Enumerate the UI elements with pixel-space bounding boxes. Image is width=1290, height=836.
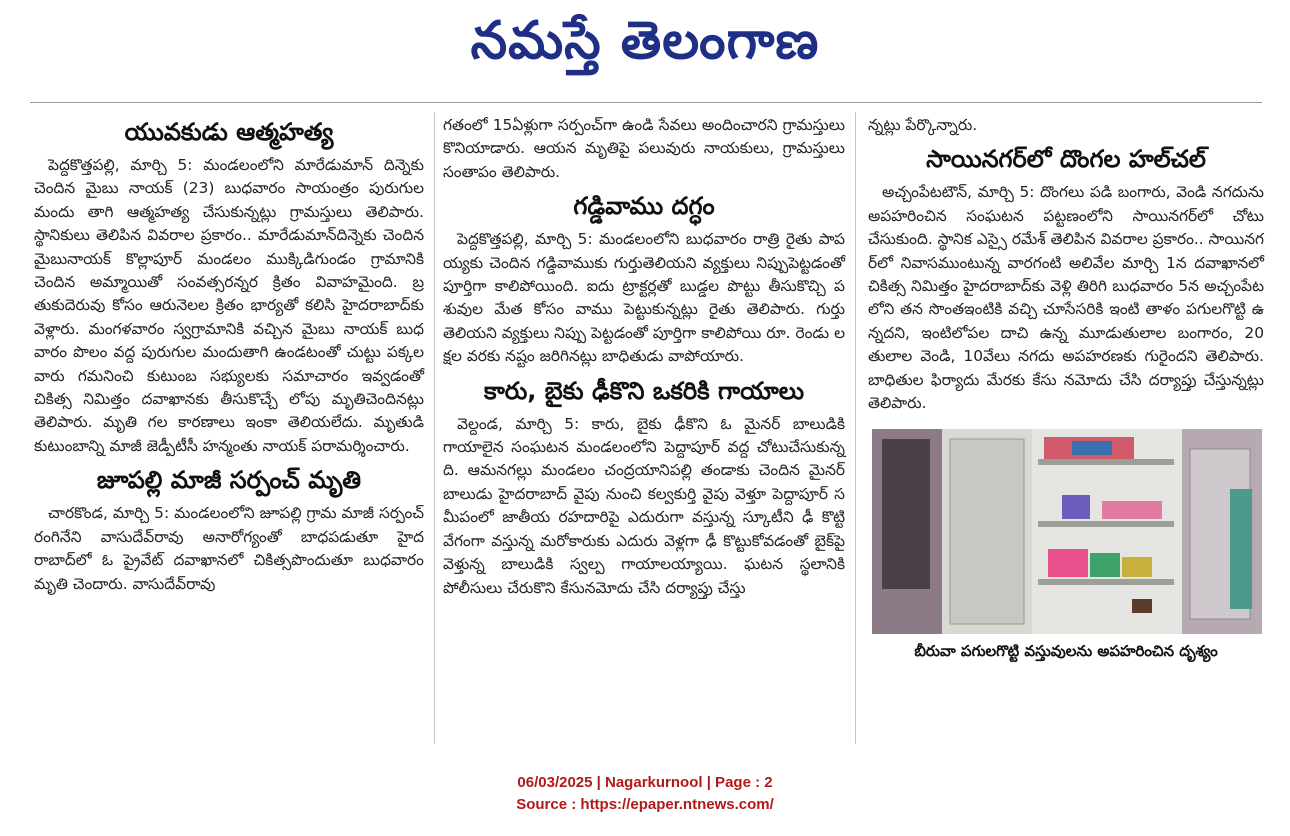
masthead-title: నమస్తే తెలంగాణ (470, 11, 820, 71)
footer-source-line: Source : https://epaper.ntnews.com/ (516, 796, 774, 813)
article-theft-sainagar: అచ్చంపేటటౌన్, మార్చి 5: దొంగలు పడి బంగారు, వెండి నగదును అపహరించిన సంఘటన పట్టణంలోని సాయినగర్‌లో చోటు చేసుకుంది. స్థానిక ఎస్సై రమేశ్ తెలిపిన వివరాల ప్రకారం.. సాయినగర్‌లో నివాసముంటున్న వారగంటి అలివేల మార్చి 1న దవాఖానలో చికిత్స నిమిత్తం హైదరాబాద్‌కు వెళ్లి తిరిగి బుధవారం 5న అచ్చంపేటలోని తన సొంతఇంటికి వచ్చి చూసేసరికి ఇంటి తాళం పగులగొట్టి ఉన్నదని, ఇంటిలోపల దాచి ఉన్న మూడుతులాల బంగారం, 20తులాల వెండి, 10వేలు నగదు అపహరణకు గురైందని తెలిపారు. బాధితుల ఫిర్యాదు మేరకు కేసు నమోదు చేసి దర్యాప్తు చేస్తున్నట్లు తెలిపారు. (868, 183, 1264, 413)
masthead (0, 6, 1290, 76)
headline-car-bike-collision: కారు, బైకు ఢీకొని ఒకరికి గాయాలు (483, 376, 805, 405)
masthead-rule (30, 102, 1262, 103)
article-car-bike-collision: వెల్దండ, మార్చి 5: కారు, బైకు ఢీకొని ఓ మైనర్ బాలుడికి గాయాలైన సంఘటన మండలంలోని పెద్దాపూర్ వద్ద చోటుచేసుకున్నది. ఆమనగల్లు మండలం చంద్రయానిపల్లి తండాకు చెందిన మైనర్ బాలుడు హైదరాబాద్ వైపు నుంచి కల్వకుర్తి వైపు వెళ్తూ పెద్దాపూర్ సమీపంలో జాతీయ రహదారిపై ఎదురుగా వస్తున్న స్కూటీని ఢీ కొట్టి వేగంగా వస్తున్న మరోకారుకు ఎదురు వెళ్లగా ఢీ కొట్టుకోవడంతో బైక్‌పై వెళ్తున్న బాలుడికి స్వల్ప గాయాలయ్యాయి. ఘటన స్థలానికి పోలీసులు చేరుకొని కేసునమోదు చేసి దర్యాప్తు చేస్తు (443, 414, 845, 597)
column-3 (868, 114, 1264, 662)
column-2 (443, 114, 845, 606)
photo-caption: బీరువా పగులగొట్టి వస్తువులను అపహరించిన దృశ్యం (914, 642, 1218, 661)
headline-youth-suicide: యువకుడు ఆత్మహత్య (124, 118, 334, 146)
headline-theft-sainagar: సాయినగర్‌లో దొంగల హల్‌చల్ (926, 145, 1206, 174)
news-photo (872, 429, 1262, 634)
article-haystack-fire: పెద్దకొత్తపల్లి, మార్చి 5: మండలంలోని బుధవారం రాత్రి రైతు పాపయ్యకు చెందిన గడ్డివాముకు గుర్తుతెలియని వ్యక్తులు నిప్పుపెట్టడంతో పూర్తిగా కాలిపోయింది. ఐదు ట్రాక్టర్లతో బుడ్డల పొట్టు తీసుకొచ్చి పశువుల మేత కోసం వాము పెట్టుకున్నట్లు రైతు తెలిపారు. గుర్తు తెలియని వ్యక్తులు నిప్పు పెట్టడంతో పూర్తిగా కాలిపోయి రూ. రెండు లక్షల వరకు నష్టం జరిగినట్లు బాధితుడు వాపోయారు. (443, 230, 845, 366)
article-youth-suicide: పెద్దకొత్తపల్లి, మార్చి 5: మండలంలోని మారేడుమాన్ దిన్నెకు చెందిన మైబు నాయక్ (23) బుధవారం సాయంత్రం పురుగుల మందు తాగి ఆత్మహత్య చేసుకున్నట్లు గ్రామస్తులు తెలిపారు. స్థానికులు తెలిపిన వివరాల ప్రకారం.. మారేడుమాన్‌దిన్నెకు చెందిన మైబునాయక్ కొల్లాపూర్ మండలం ముక్కిడిగుండం గ్రామానికి చెందిన అమ్మాయితో సంవత్సరన్నర క్రితం వివాహమైంది. బ్రతుకుదెరువు కోసం ఆరునెలల క్రితం భార్యతో కలిసి హైదరాబాద్‌కు వెళ్లారు. మంగళవారం స్వగ్రామానికి వచ్చిన మైబు నాయక్ బుధవారం పొలం వద్ద పురుగుల మందుతాగి ఉండటంతో చుట్టు పక్కల వారు గమనించి కుటుంబ సభ్యులకు సమాచారం ఇవ్వడంతో చికిత్స నిమిత్తం దవాఖానకు తీసుకొచ్చే లోపు మృతిచెందినట్లు తెలిపారు. మృతి గల కారణాలు ఇంకా తెలియలేదు. మృతుడి కుటుంబాన్ని మాజీ జెడ్పీటీసీ హన్మంతు నాయక్ పరామర్శించారు. (34, 156, 424, 455)
article-former-sarpanch-death: చారకొండ, మార్చి 5: మండలంలోని జూపల్లి గ్రామ మాజీ సర్పంచ్ రంగినేని వాసుదేవ్‌రావు అనారోగ్యంతో బాధపడుతూ హైదరాబాద్‌లో ఓ ప్రైవేట్ దవాఖానలో చికిత్సపొందుతూ బుధవారం మృతి చెందారు. వాసుదేవ్‌రావు (34, 504, 424, 593)
almirah-photo-illustration (872, 429, 1262, 634)
article-continued: గతంలో 15ఏళ్లుగా సర్పంచ్‌గా ఉండి సేవలు అందించారని గ్రామస్తులు కొనియాడారు. ఆయన మృతిపై పలువురు నాయకులు, గ్రామస్తులు సంతాపం తెలిపారు. (443, 116, 845, 181)
article-continued: న్నట్లు పేర్కొన్నారు. (868, 116, 978, 134)
column-divider (855, 112, 856, 744)
headline-haystack-fire: గడ్డివాము దగ్ధం (573, 192, 715, 221)
column-divider (434, 112, 435, 744)
column-1 (34, 114, 424, 602)
footer-edition-line: 06/03/2025 | Nagarkurnool | Page : 2 (517, 774, 773, 791)
headline-former-sarpanch-death: జూపల్లి మాజీ సర్పంచ్ మృతి (96, 466, 362, 495)
